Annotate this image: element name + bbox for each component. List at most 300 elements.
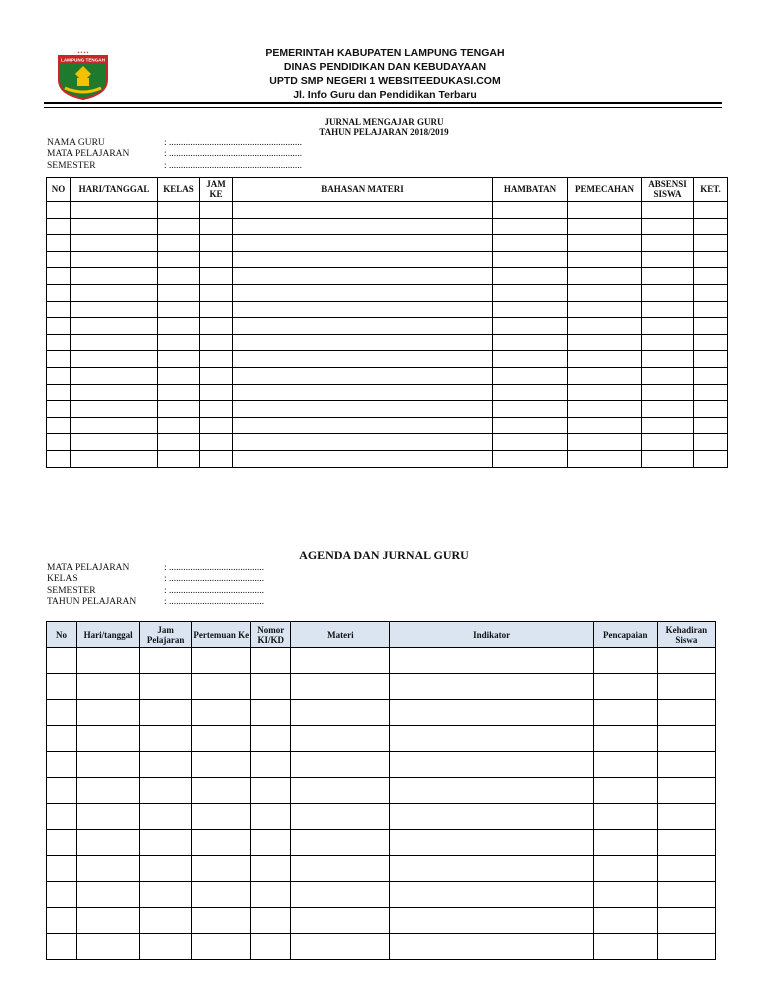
table-cell[interactable] — [642, 434, 694, 451]
table-cell[interactable] — [657, 934, 715, 960]
table-cell[interactable] — [77, 778, 140, 804]
table-cell[interactable] — [140, 674, 192, 700]
table-cell[interactable] — [47, 251, 71, 268]
table-cell[interactable] — [568, 450, 642, 467]
table-cell[interactable] — [200, 235, 233, 252]
table-cell[interactable] — [77, 674, 140, 700]
table-cell[interactable] — [200, 450, 233, 467]
table-cell[interactable] — [192, 674, 251, 700]
table-row — [47, 778, 716, 804]
table-cell[interactable] — [657, 726, 715, 752]
table-cell[interactable] — [71, 417, 158, 434]
letterhead — [160, 46, 610, 102]
table-cell[interactable] — [200, 351, 233, 368]
agenda-table-header — [47, 622, 716, 648]
table-cell[interactable] — [642, 268, 694, 285]
table-cell[interactable] — [568, 301, 642, 318]
table-cell[interactable] — [251, 700, 291, 726]
table-cell[interactable] — [694, 251, 728, 268]
table-cell[interactable] — [291, 674, 390, 700]
table-cell[interactable] — [233, 351, 493, 368]
table-cell[interactable] — [593, 804, 657, 830]
column-header: PEMECAHAN — [568, 178, 642, 202]
table-cell[interactable] — [192, 648, 251, 674]
table-cell[interactable] — [593, 700, 657, 726]
table-row — [47, 700, 716, 726]
table-cell[interactable] — [694, 202, 728, 219]
table-cell[interactable] — [47, 700, 77, 726]
table-cell[interactable] — [47, 648, 77, 674]
table-row — [47, 752, 716, 778]
table-cell[interactable] — [291, 752, 390, 778]
table-cell[interactable] — [657, 882, 715, 908]
table-cell[interactable] — [694, 367, 728, 384]
field-row — [47, 161, 302, 172]
column-header: Nomor KI/KD — [251, 622, 291, 648]
field-row — [47, 138, 302, 149]
table-cell[interactable] — [71, 235, 158, 252]
table-cell[interactable] — [251, 882, 291, 908]
table-cell[interactable] — [493, 351, 568, 368]
table-cell[interactable] — [642, 401, 694, 418]
table-cell[interactable] — [642, 318, 694, 335]
table-cell[interactable] — [568, 417, 642, 434]
table-cell[interactable] — [593, 856, 657, 882]
column-header: Hari/tanggal — [77, 622, 140, 648]
table-cell[interactable] — [200, 301, 233, 318]
table-cell[interactable] — [493, 417, 568, 434]
table-cell[interactable] — [47, 934, 77, 960]
table-cell[interactable] — [200, 367, 233, 384]
table-cell[interactable] — [200, 202, 233, 219]
table-cell[interactable] — [47, 218, 71, 235]
table-cell[interactable] — [694, 301, 728, 318]
table-cell[interactable] — [657, 830, 715, 856]
table-cell[interactable] — [642, 235, 694, 252]
table-cell[interactable] — [593, 778, 657, 804]
table-cell[interactable] — [694, 284, 728, 301]
table-cell[interactable] — [233, 218, 493, 235]
table-cell[interactable] — [47, 268, 71, 285]
table-cell[interactable] — [233, 384, 493, 401]
letterhead-line-4: Jl. Info Guru dan Pendidikan Terbaru — [293, 89, 477, 101]
column-header: Jam Pelajaran — [140, 622, 192, 648]
svg-text:* * * *: * * * * — [77, 50, 89, 56]
table-cell[interactable] — [158, 334, 200, 351]
table-cell[interactable] — [71, 450, 158, 467]
table-cell[interactable] — [657, 648, 715, 674]
table-cell[interactable] — [493, 450, 568, 467]
table-cell[interactable] — [77, 752, 140, 778]
table-cell[interactable] — [251, 674, 291, 700]
table-cell[interactable] — [657, 752, 715, 778]
table-cell[interactable] — [158, 202, 200, 219]
table-cell[interactable] — [291, 908, 390, 934]
column-header: Pertemuan Ke — [192, 622, 251, 648]
table-cell[interactable] — [593, 934, 657, 960]
table-cell[interactable] — [77, 856, 140, 882]
table-cell[interactable] — [493, 384, 568, 401]
table-cell[interactable] — [47, 434, 71, 451]
table-cell[interactable] — [493, 401, 568, 418]
table-cell[interactable] — [694, 318, 728, 335]
table-cell[interactable] — [200, 417, 233, 434]
field-row — [47, 149, 302, 160]
table-cell[interactable] — [694, 384, 728, 401]
table-cell[interactable] — [200, 434, 233, 451]
table-cell[interactable] — [71, 351, 158, 368]
column-header: No — [47, 622, 77, 648]
table-cell[interactable] — [593, 882, 657, 908]
table-cell[interactable] — [192, 778, 251, 804]
field-row — [47, 597, 264, 608]
table-cell[interactable] — [192, 882, 251, 908]
table-cell[interactable] — [568, 218, 642, 235]
table-cell[interactable] — [493, 434, 568, 451]
table-row — [47, 804, 716, 830]
table-cell[interactable] — [642, 251, 694, 268]
table-cell[interactable] — [251, 648, 291, 674]
table-cell[interactable] — [200, 218, 233, 235]
table-cell[interactable] — [200, 284, 233, 301]
table-cell[interactable] — [47, 235, 71, 252]
table-cell[interactable] — [642, 334, 694, 351]
table-cell[interactable] — [233, 284, 493, 301]
table-cell[interactable] — [77, 830, 140, 856]
table-cell[interactable] — [493, 367, 568, 384]
table-cell[interactable] — [593, 908, 657, 934]
table-cell[interactable] — [71, 202, 158, 219]
table-cell[interactable] — [77, 648, 140, 674]
table-cell[interactable] — [47, 301, 71, 318]
table-cell[interactable] — [568, 434, 642, 451]
table-cell[interactable] — [291, 778, 390, 804]
table-cell[interactable] — [493, 235, 568, 252]
letterhead-line-3: UPTD SMP NEGERI 1 WEBSITEEDUKASI.COM — [269, 75, 501, 87]
table-cell[interactable] — [642, 218, 694, 235]
table-row — [47, 648, 716, 674]
table-cell[interactable] — [158, 268, 200, 285]
table-cell[interactable] — [657, 778, 715, 804]
table-cell[interactable] — [47, 367, 71, 384]
table-cell[interactable] — [47, 908, 77, 934]
table-cell[interactable] — [47, 882, 77, 908]
table-cell[interactable] — [642, 417, 694, 434]
table-cell[interactable] — [291, 882, 390, 908]
table-row — [47, 284, 728, 301]
table-cell[interactable] — [77, 804, 140, 830]
table-cell[interactable] — [642, 202, 694, 219]
table-cell[interactable] — [390, 934, 593, 960]
table-cell[interactable] — [233, 334, 493, 351]
table-cell[interactable] — [493, 268, 568, 285]
table-cell[interactable] — [642, 284, 694, 301]
table-cell[interactable] — [390, 856, 593, 882]
table-cell[interactable] — [47, 726, 77, 752]
table-cell[interactable] — [593, 674, 657, 700]
table-cell[interactable] — [291, 700, 390, 726]
table-cell[interactable] — [140, 648, 192, 674]
table-cell[interactable] — [568, 235, 642, 252]
table-cell[interactable] — [158, 417, 200, 434]
table-cell[interactable] — [140, 830, 192, 856]
table-cell[interactable] — [593, 726, 657, 752]
table-cell[interactable] — [642, 351, 694, 368]
table-cell[interactable] — [77, 934, 140, 960]
table-cell[interactable] — [291, 726, 390, 752]
table-cell[interactable] — [233, 450, 493, 467]
table-cell[interactable] — [158, 218, 200, 235]
table-cell[interactable] — [158, 450, 200, 467]
table-cell[interactable] — [140, 804, 192, 830]
table-cell[interactable] — [140, 882, 192, 908]
table-cell[interactable] — [140, 856, 192, 882]
table-cell[interactable] — [47, 351, 71, 368]
table-row — [47, 235, 728, 252]
table-cell[interactable] — [71, 251, 158, 268]
table-cell[interactable] — [158, 318, 200, 335]
table-cell[interactable] — [233, 251, 493, 268]
table-cell[interactable] — [200, 251, 233, 268]
table-cell[interactable] — [593, 648, 657, 674]
table-row — [47, 434, 728, 451]
field-label: KELAS — [47, 574, 78, 585]
table-cell[interactable] — [568, 202, 642, 219]
table-cell[interactable] — [71, 301, 158, 318]
table-cell[interactable] — [233, 401, 493, 418]
table-cell[interactable] — [47, 778, 77, 804]
table-cell[interactable] — [694, 334, 728, 351]
table-cell[interactable] — [233, 235, 493, 252]
table-cell[interactable] — [493, 218, 568, 235]
field-row — [47, 563, 264, 574]
field-label: TAHUN PELAJARAN — [47, 596, 137, 607]
table-cell[interactable] — [192, 700, 251, 726]
letterhead-rule-thin — [44, 107, 722, 108]
table-cell[interactable] — [140, 934, 192, 960]
table-cell[interactable] — [47, 450, 71, 467]
table-cell[interactable] — [657, 700, 715, 726]
table-cell[interactable] — [192, 934, 251, 960]
table-cell[interactable] — [568, 318, 642, 335]
table-cell[interactable] — [47, 804, 77, 830]
table-cell[interactable] — [251, 752, 291, 778]
table-cell[interactable] — [47, 318, 71, 335]
table-cell[interactable] — [493, 318, 568, 335]
table-cell[interactable] — [140, 752, 192, 778]
table-cell[interactable] — [390, 882, 593, 908]
table-cell[interactable] — [657, 674, 715, 700]
table-cell[interactable] — [593, 830, 657, 856]
table-cell[interactable] — [158, 301, 200, 318]
table-cell[interactable] — [192, 856, 251, 882]
table-cell[interactable] — [233, 318, 493, 335]
table-cell[interactable] — [233, 367, 493, 384]
table-row — [47, 908, 716, 934]
table-cell[interactable] — [642, 367, 694, 384]
table-row — [47, 934, 716, 960]
field-label: MATA PELAJARAN — [47, 149, 130, 160]
journal-table-header — [47, 178, 728, 202]
table-cell[interactable] — [568, 351, 642, 368]
table-cell[interactable] — [493, 284, 568, 301]
table-cell[interactable] — [192, 726, 251, 752]
agenda-table — [46, 621, 716, 960]
field-value: : ........................................ — [164, 585, 265, 596]
table-cell[interactable] — [200, 401, 233, 418]
table-cell[interactable] — [200, 318, 233, 335]
table-cell[interactable] — [390, 674, 593, 700]
table-cell[interactable] — [200, 384, 233, 401]
table-cell[interactable] — [140, 700, 192, 726]
table-cell[interactable] — [71, 334, 158, 351]
table-cell[interactable] — [233, 268, 493, 285]
table-cell[interactable] — [251, 908, 291, 934]
table-cell[interactable] — [251, 934, 291, 960]
table-row — [47, 417, 728, 434]
table-cell[interactable] — [291, 856, 390, 882]
table-cell[interactable] — [233, 417, 493, 434]
table-cell[interactable] — [158, 434, 200, 451]
table-cell[interactable] — [158, 401, 200, 418]
table-row — [47, 268, 728, 285]
table-cell[interactable] — [233, 434, 493, 451]
table-cell[interactable] — [657, 856, 715, 882]
table-cell[interactable] — [493, 202, 568, 219]
table-cell[interactable] — [71, 268, 158, 285]
table-cell[interactable] — [47, 401, 71, 418]
field-label: SEMESTER — [47, 160, 96, 171]
table-cell[interactable] — [251, 726, 291, 752]
table-cell[interactable] — [390, 752, 593, 778]
table-row — [47, 674, 716, 700]
table-cell[interactable] — [158, 384, 200, 401]
table-cell[interactable] — [77, 908, 140, 934]
table-cell[interactable] — [291, 804, 390, 830]
table-cell[interactable] — [77, 726, 140, 752]
table-cell[interactable] — [158, 367, 200, 384]
table-cell[interactable] — [493, 334, 568, 351]
table-cell[interactable] — [192, 908, 251, 934]
table-cell[interactable] — [47, 830, 77, 856]
table-cell[interactable] — [390, 700, 593, 726]
table-cell[interactable] — [71, 401, 158, 418]
table-cell[interactable] — [158, 251, 200, 268]
table-cell[interactable] — [71, 284, 158, 301]
table-cell[interactable] — [568, 334, 642, 351]
table-cell[interactable] — [694, 268, 728, 285]
table-cell[interactable] — [390, 804, 593, 830]
field-value: : ........................................ — [164, 596, 265, 607]
table-cell[interactable] — [251, 804, 291, 830]
table-cell[interactable] — [47, 674, 77, 700]
table-cell[interactable] — [71, 434, 158, 451]
table-cell[interactable] — [694, 417, 728, 434]
table-cell[interactable] — [47, 334, 71, 351]
table-cell[interactable] — [657, 804, 715, 830]
table-cell[interactable] — [47, 284, 71, 301]
table-cell[interactable] — [77, 882, 140, 908]
table-cell[interactable] — [493, 251, 568, 268]
table-cell[interactable] — [140, 778, 192, 804]
table-row — [47, 830, 716, 856]
table-cell[interactable] — [140, 908, 192, 934]
table-cell[interactable] — [694, 235, 728, 252]
table-cell[interactable] — [71, 218, 158, 235]
table-row — [47, 401, 728, 418]
table-cell[interactable] — [390, 908, 593, 934]
table-cell[interactable] — [694, 450, 728, 467]
table-row — [47, 367, 728, 384]
table-cell[interactable] — [200, 268, 233, 285]
table-cell[interactable] — [158, 235, 200, 252]
journal-title — [200, 117, 568, 137]
table-cell[interactable] — [568, 268, 642, 285]
table-cell[interactable] — [47, 384, 71, 401]
table-cell[interactable] — [657, 908, 715, 934]
table-cell[interactable] — [47, 856, 77, 882]
table-cell[interactable] — [291, 648, 390, 674]
table-cell[interactable] — [390, 726, 593, 752]
table-cell[interactable] — [47, 202, 71, 219]
table-cell[interactable] — [71, 318, 158, 335]
table-cell[interactable] — [568, 367, 642, 384]
table-cell[interactable] — [694, 351, 728, 368]
table-cell[interactable] — [694, 218, 728, 235]
table-cell[interactable] — [251, 778, 291, 804]
table-cell[interactable] — [158, 351, 200, 368]
table-cell[interactable] — [694, 401, 728, 418]
table-cell[interactable] — [192, 830, 251, 856]
table-cell[interactable] — [568, 284, 642, 301]
table-cell[interactable] — [642, 301, 694, 318]
table-cell[interactable] — [390, 648, 593, 674]
table-cell[interactable] — [71, 367, 158, 384]
table-row — [47, 218, 728, 235]
field-value: : ........................................ — [164, 563, 265, 573]
table-cell[interactable] — [251, 856, 291, 882]
table-cell[interactable] — [47, 752, 77, 778]
table-cell[interactable] — [291, 830, 390, 856]
table-cell[interactable] — [233, 202, 493, 219]
table-cell[interactable] — [47, 417, 71, 434]
table-cell[interactable] — [251, 830, 291, 856]
table-cell[interactable] — [71, 384, 158, 401]
table-cell[interactable] — [593, 752, 657, 778]
letterhead-line-2: DINAS PENDIDIKAN DAN KEBUDAYAAN — [283, 61, 487, 73]
column-header: Pencapaian — [593, 622, 657, 648]
table-cell[interactable] — [200, 334, 233, 351]
table-cell[interactable] — [493, 301, 568, 318]
table-cell[interactable] — [568, 401, 642, 418]
field-value: : ........................................................ — [164, 149, 303, 160]
table-cell[interactable] — [158, 284, 200, 301]
table-cell[interactable] — [642, 450, 694, 467]
table-cell[interactable] — [390, 830, 593, 856]
table-cell[interactable] — [233, 301, 493, 318]
table-cell[interactable] — [192, 752, 251, 778]
journal-table-body — [47, 202, 728, 468]
table-cell[interactable] — [140, 726, 192, 752]
table-cell[interactable] — [291, 934, 390, 960]
table-cell[interactable] — [77, 700, 140, 726]
table-cell[interactable] — [568, 251, 642, 268]
table-cell[interactable] — [694, 434, 728, 451]
table-cell[interactable] — [642, 384, 694, 401]
table-cell[interactable] — [568, 384, 642, 401]
table-cell[interactable] — [192, 804, 251, 830]
table-cell[interactable] — [390, 778, 593, 804]
